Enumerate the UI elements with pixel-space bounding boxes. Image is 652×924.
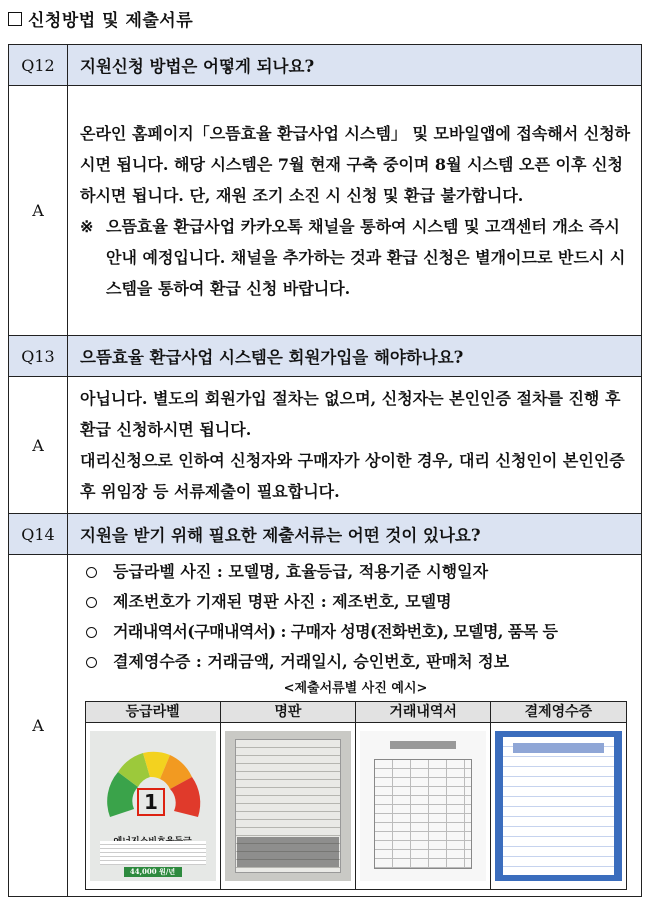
energy-grade-number: 1 <box>143 790 158 814</box>
answer-label: A <box>9 86 68 336</box>
question-label: Q13 <box>9 336 68 377</box>
note-text: 으뜸효율 환급사업 카카오톡 채널을 통하여 시스템 및 고객센터 개소 즉시 안내 예정입니다. 채널을 추가하는 것과 환급 신청은 별개이므로 반드시 시스템을 통하여 환급 신청 바랍니다. <box>106 216 626 298</box>
checkbox-square-icon <box>8 12 22 26</box>
transaction-statement-photo <box>360 731 486 881</box>
answer-cell <box>68 86 642 336</box>
qa-table <box>8 44 642 897</box>
receipt-paper <box>503 737 613 875</box>
list-item: 거래내역서(구매내역서) : 구매자 성명(전화번호), 모델명, 품목 등 <box>86 617 631 647</box>
question-row-q12 <box>9 45 642 86</box>
answer-text-1: 아닙니다. 별도의 회원가입 절차는 없으며, 신청자는 본인인증 절차를 진행 후 환급 신청하시면 됩니다. <box>80 389 621 439</box>
answer-label: A <box>9 377 68 514</box>
section-title-text: 신청방법 및 제출서류 <box>28 11 194 31</box>
question-text: 으뜸효율 환급사업 시스템은 회원가입을 해야하나요? <box>68 336 642 377</box>
list-item: 결제영수증 : 거래금액, 거래일시, 승인번호, 판매처 정보 <box>86 647 631 677</box>
circle-bullet-icon <box>86 627 97 638</box>
answer-label: A <box>9 555 68 897</box>
receipt-header <box>513 743 603 753</box>
circle-bullet-icon <box>86 567 97 578</box>
photo-caption: <제출서류별 사진 예시> <box>283 681 428 696</box>
photo-cell <box>491 723 626 890</box>
photo-header-receipt: 결제영수증 <box>491 702 626 723</box>
answer-row-q12 <box>9 86 642 336</box>
energy-label-rows <box>100 841 206 865</box>
photo-cell <box>85 723 220 890</box>
document-list <box>80 557 631 677</box>
circle-bullet-icon <box>86 657 97 668</box>
section-title <box>8 6 193 31</box>
photo-header-grade-label: 등급라벨 <box>85 702 220 723</box>
energy-label-photo <box>90 731 216 881</box>
photo-example-table <box>85 701 627 890</box>
answer-row-q14 <box>9 555 642 897</box>
photo-cell <box>356 723 491 890</box>
answer-row-q13 <box>9 377 642 514</box>
answer-note <box>80 211 631 304</box>
list-item: 제조번호가 기재된 명판 사진 : 제조번호, 모델명 <box>86 587 631 617</box>
list-item: 등급라벨 사진 : 모델명, 효율등급, 적용기준 시행일자 <box>86 557 631 587</box>
nameplate-photo <box>225 731 351 881</box>
circle-bullet-icon <box>86 597 97 608</box>
answer-cell <box>68 555 642 897</box>
question-label: Q12 <box>9 45 68 86</box>
statement-grid <box>374 759 472 869</box>
answer-text: 온라인 홈페이지「으뜸효율 환급사업 시스템」 및 모바일앱에 접속해서 신청하시면 됩니다. 해당 시스템은 7월 현재 구축 중이며 8월 시스템 오픈 이후 신청하시면 됩니다. 단, 재원 조기 소진 시 신청 및 환급 불가합니다. <box>80 123 631 205</box>
question-label: Q14 <box>9 514 68 555</box>
photo-header-transaction: 거래내역서 <box>356 702 491 723</box>
question-text: 지원을 받기 위해 필요한 제출서류는 어떤 것이 있나요? <box>68 514 642 555</box>
statement-header <box>390 741 456 749</box>
answer-cell <box>68 377 642 514</box>
note-mark: ※ <box>80 216 94 236</box>
answer-text-2: 대리신청으로 인하여 신청자와 구매자가 상이한 경우, 대리 신청인이 본인인증 후 위임장 등 서류제출이 필요합니다. <box>80 451 625 501</box>
photo-header-nameplate: 명판 <box>220 702 355 723</box>
question-row-q13 <box>9 336 642 377</box>
nameplate-barcode-area <box>237 837 339 867</box>
question-text: 지원신청 방법은 어떻게 되나요? <box>68 45 642 86</box>
receipt-photo <box>495 731 621 881</box>
photo-cell <box>220 723 355 890</box>
question-row-q14 <box>9 514 642 555</box>
energy-label-amount: 44,000 원/년 <box>124 867 182 877</box>
